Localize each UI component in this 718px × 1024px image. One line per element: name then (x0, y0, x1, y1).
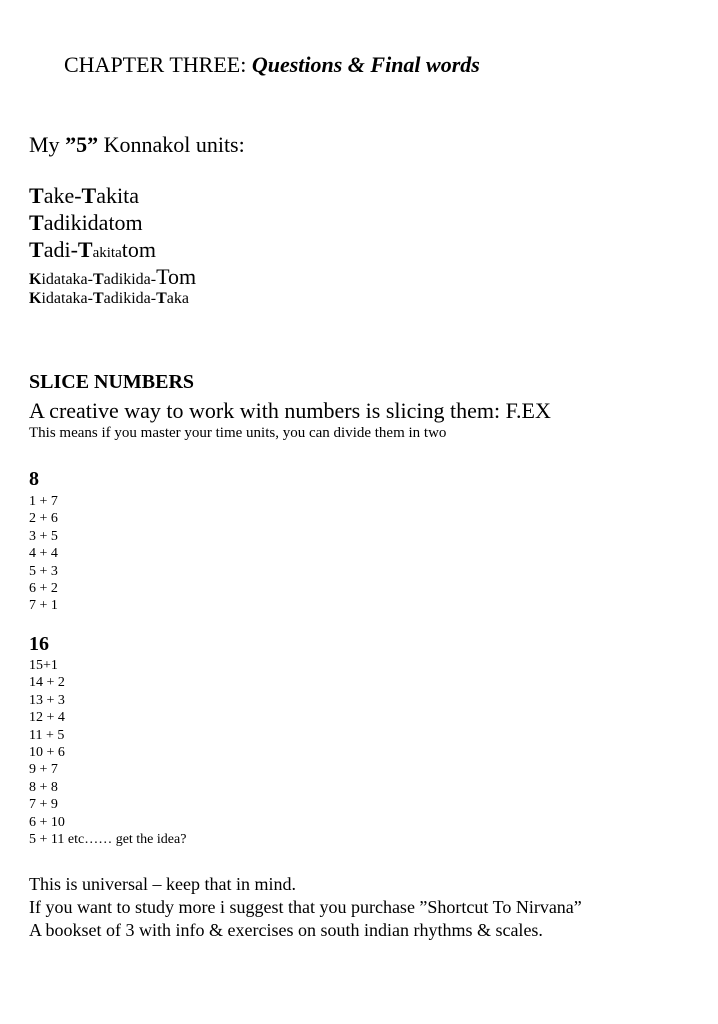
list-item: 7 + 9 (29, 797, 58, 813)
units-heading-post: Konnakol units: (98, 132, 245, 157)
unit-accent: T (81, 183, 97, 208)
chapter-title (64, 52, 480, 78)
list-item: 12 + 4 (29, 710, 65, 726)
unit-accent: T (29, 210, 44, 235)
unit-accent: T (92, 271, 104, 288)
unit-text: tom (121, 237, 156, 262)
list-item: 8 + 8 (29, 779, 58, 795)
unit-text: ake- (43, 183, 82, 208)
units-heading (29, 132, 245, 158)
unit-line-3 (29, 237, 156, 263)
list-item: 11 + 5 (29, 727, 65, 743)
list-item: 2 + 6 (29, 511, 58, 527)
closing-paragraph (29, 873, 582, 942)
list-item: 6 + 10 (29, 814, 65, 830)
unit-line-2 (29, 210, 143, 236)
units-heading-number: ”5” (65, 132, 99, 157)
unit-text: adikidatom (43, 210, 143, 235)
unit-text: adi- (43, 237, 78, 262)
list-item: 10 + 6 (29, 745, 65, 761)
slice-heading: SLICE NUMBERS (29, 371, 195, 393)
unit-accent: T (29, 183, 44, 208)
list-item: 5 + 3 (29, 563, 58, 579)
list-item: 15+1 (29, 658, 58, 673)
list-item: 14 + 2 (29, 675, 65, 691)
list-item: 9 + 7 (29, 762, 58, 778)
slice-subtext: This means if you master your time units, you can divide them in two (29, 425, 447, 441)
unit-accent: T (156, 290, 167, 307)
unit-text: idataka- (41, 271, 93, 288)
unit-text: adikida- (103, 290, 157, 307)
list-item: 3 + 5 (29, 528, 58, 544)
chapter-subtitle: Questions & Final words (251, 52, 480, 77)
list-item: 1 + 7 (29, 494, 58, 509)
unit-accent: K (29, 290, 42, 307)
unit-line-1 (29, 183, 139, 209)
unit-line-4 (29, 264, 196, 290)
unit-text-large: Tom (156, 264, 197, 289)
list-item: 7 + 1 (29, 598, 58, 614)
unit-accent: T (77, 237, 93, 262)
unit-text: idataka- (41, 290, 93, 307)
unit-text-small: akita (92, 245, 122, 261)
list-item: 5 + 11 etc…… get the idea? (29, 832, 187, 848)
closing-line: A bookset of 3 with info & exercises on south indian rhythms & scales. (29, 920, 543, 940)
group-8-list (29, 493, 58, 615)
slice-description: A creative way to work with numbers is slicing them: F.EX (29, 398, 551, 423)
units-heading-pre: My (29, 132, 66, 157)
unit-text: aka (166, 290, 189, 307)
unit-text: akita (96, 183, 139, 208)
group-16-list (29, 657, 186, 848)
unit-line-5 (29, 290, 189, 308)
group-16-heading: 16 (29, 633, 49, 655)
closing-line: This is universal – keep that in mind. (29, 874, 296, 894)
list-item: 13 + 3 (29, 692, 65, 708)
list-item: 6 + 2 (29, 581, 58, 597)
unit-accent: T (29, 237, 44, 262)
list-item: 4 + 4 (29, 546, 58, 562)
unit-text: adikida- (103, 271, 157, 288)
chapter-prefix: CHAPTER THREE: (64, 52, 252, 77)
unit-accent: T (92, 290, 104, 307)
closing-line: If you want to study more i suggest that you purchase ”Shortcut To Nirvana” (29, 897, 582, 917)
unit-accent: K (29, 271, 42, 288)
group-8-heading: 8 (29, 468, 39, 490)
